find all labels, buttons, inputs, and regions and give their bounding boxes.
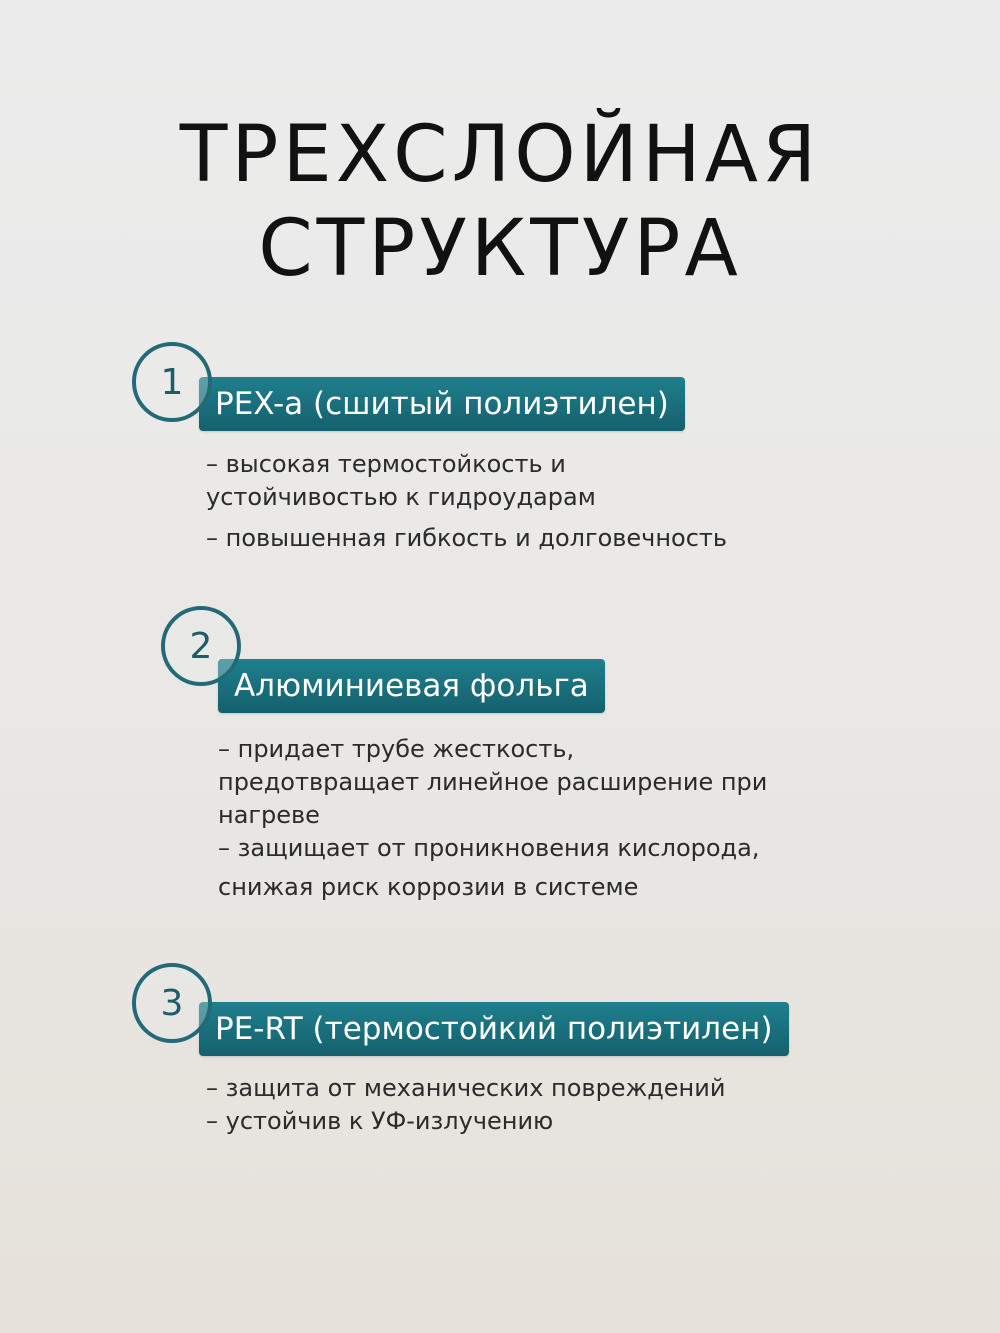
- description-line: – устойчив к УФ-излучению: [206, 1107, 554, 1135]
- page-title-line-1: ТРЕХСЛОЙНАЯ: [179, 110, 821, 200]
- page-title-line-2: СТРУКТУРА: [258, 204, 742, 294]
- description-line: – повышенная гибкость и долговечность: [206, 524, 728, 552]
- description-line: – защищает от проникновения кислорода,: [218, 834, 760, 862]
- layer-label-2: Алюминиевая фольга: [218, 659, 605, 713]
- description-line: – придает трубе жесткость,: [218, 735, 575, 763]
- layer-number-badge-3: 3: [132, 963, 212, 1043]
- layer-description-3: [206, 1072, 725, 1138]
- layer-label-1: PEX-a (сшитый полиэтилен): [199, 377, 685, 431]
- layer-number-badge-1: 1: [132, 342, 212, 422]
- description-line: предотвращает линейное расширение при: [218, 768, 768, 796]
- layer-label-3: PE-RT (термостойкий полиэтилен): [199, 1002, 789, 1056]
- description-line: – высокая термостойкость и: [206, 450, 566, 478]
- description-line: снижая риск коррозии в системе: [218, 873, 639, 901]
- page-title: [0, 108, 1000, 296]
- description-line: – защита от механических повреждений: [206, 1074, 726, 1102]
- description-line: устойчивостью к гидроударам: [206, 483, 596, 511]
- description-line: нагреве: [218, 801, 320, 829]
- layer-description-2: [218, 733, 767, 904]
- layer-description-1: [206, 448, 727, 555]
- layer-number-badge-2: 2: [161, 606, 241, 686]
